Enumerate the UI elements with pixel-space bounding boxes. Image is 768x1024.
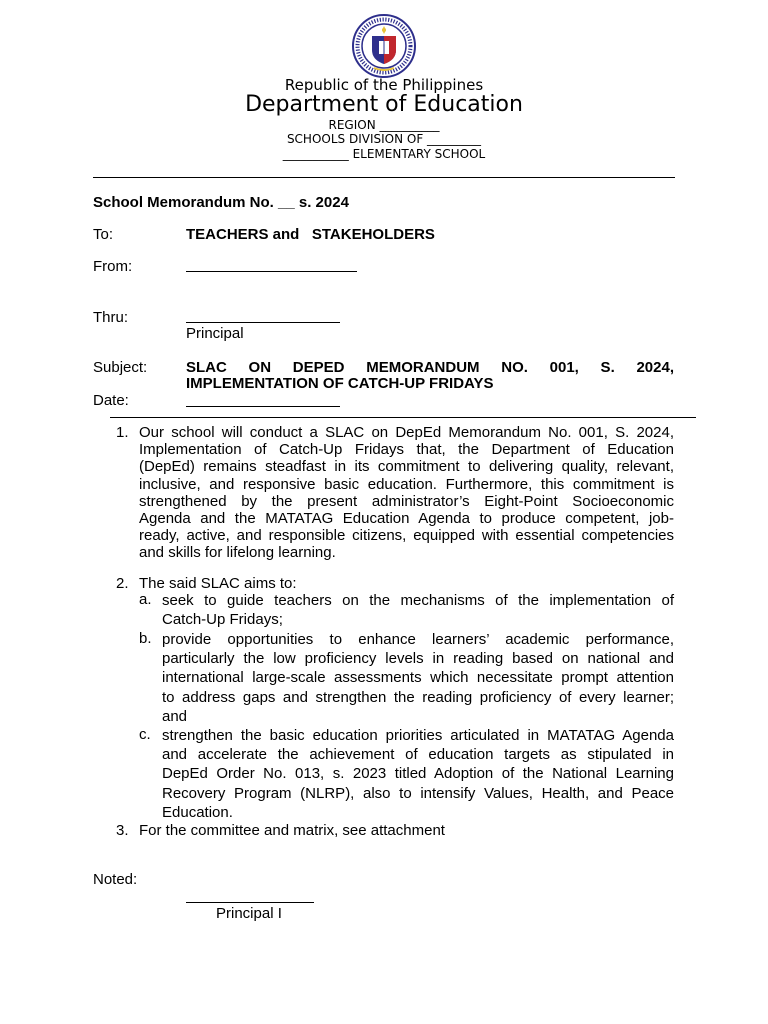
item-1-line: inclusive, and responsive basic education. Furthermore, this commitment is — [139, 475, 674, 493]
item-2b-paragraph — [162, 630, 674, 726]
item-2b-line: and — [162, 707, 188, 725]
item-3-text: For the committee and matrix, see attachment — [139, 822, 445, 839]
item-1-line: and skills for lifelong learning. — [139, 544, 336, 562]
item-2-text: The said SLAC aims to: — [139, 575, 297, 592]
item-1-line: ready, active, and responsible citizens, equipped with essential competencies — [139, 527, 674, 545]
subject-label: Subject: — [93, 359, 148, 376]
from-blank — [186, 258, 357, 272]
item-1-line: Our school will conduct a SLAC on DepEd Memorandum No. 001, S. 2024, — [139, 424, 674, 441]
item-1-line: strengthened by the present administrator’s Eight-Point Socioeconomic — [139, 492, 674, 510]
signatory-title: Principal I — [216, 905, 282, 922]
department-title: Department of Education — [245, 92, 523, 117]
item-2c-line: and accelerate the achievement of education targets as stipulated in — [162, 746, 674, 764]
signature-blank — [186, 889, 314, 903]
item-2c-line: Education. — [162, 803, 233, 821]
body-divider — [110, 417, 696, 418]
item-2c-label: c. — [139, 726, 151, 743]
republic-line: Republic of the Philippines — [284, 76, 484, 94]
item-2b-label: b. — [139, 630, 152, 647]
item-1-line: (DepEd) remains steadfast in its commitment to delivering quality, relevant, — [139, 458, 674, 476]
item-2-number: 2. — [116, 575, 129, 592]
item-2a-line: Catch-Up Fridays; — [162, 611, 283, 629]
to-label: To: — [93, 226, 114, 243]
item-2a-paragraph — [162, 591, 674, 629]
item-3-number: 3. — [116, 822, 129, 839]
division-line: SCHOOLS DIVISION OF _________ — [286, 132, 482, 146]
date-blank — [186, 393, 340, 407]
school-line: ___________ ELEMENTARY SCHOOL — [282, 147, 486, 161]
to-recipients: TEACHERS and STAKEHOLDERS — [186, 226, 435, 243]
item-2a-label: a. — [139, 591, 152, 608]
item-2c-line: Recovery Program (NLRP), also to intensify Values, Health, and Peace — [162, 784, 674, 802]
from-label: From: — [93, 258, 133, 275]
item-2c-line: DepEd Order No. 013, s. 2023 titled Adoption of the National Learning — [162, 765, 674, 783]
thru-principal-title: Principal — [186, 325, 244, 342]
subject-line-1: SLAC ON DEPED MEMORANDUM NO. 001, S. 2024, — [186, 359, 674, 376]
item-1-line: Implementation of Catch-Up Fridays that, the Department of Education — [139, 441, 674, 459]
item-2c-line: strengthen the basic education priorities articulated in MATATAG Agenda — [162, 727, 674, 744]
noted-label: Noted: — [93, 871, 138, 888]
item-1-paragraph — [139, 424, 674, 562]
item-2b-line: to address gaps and strengthen the reading proficiency of every learner; — [162, 688, 674, 706]
date-label: Date: — [93, 392, 129, 409]
header-divider — [93, 177, 675, 178]
item-1-number: 1. — [116, 424, 129, 441]
item-2c-paragraph — [162, 726, 674, 822]
region-line: REGION __________ — [328, 118, 440, 132]
item-1-line: Agenda and the MATATAG Education Agenda to produce competent, job- — [139, 510, 674, 528]
memo-number: School Memorandum No. __ s. 2024 — [93, 194, 349, 211]
thru-blank — [186, 309, 340, 323]
thru-label: Thru: — [93, 309, 129, 326]
item-2b-line: international large-scale assessments which necessitate prompt attention — [162, 669, 674, 687]
item-2b-line: provide opportunities to enhance learners’ academic performance, — [162, 631, 674, 648]
subject-line-2: IMPLEMENTATION OF CATCH-UP FRIDAYS — [186, 375, 494, 392]
deped-seal-logo — [352, 14, 416, 78]
item-2a-line: seek to guide teachers on the mechanisms of the implementation of — [162, 592, 674, 609]
item-2b-line: particularly the low proficiency levels in reading based on national and — [162, 650, 674, 668]
